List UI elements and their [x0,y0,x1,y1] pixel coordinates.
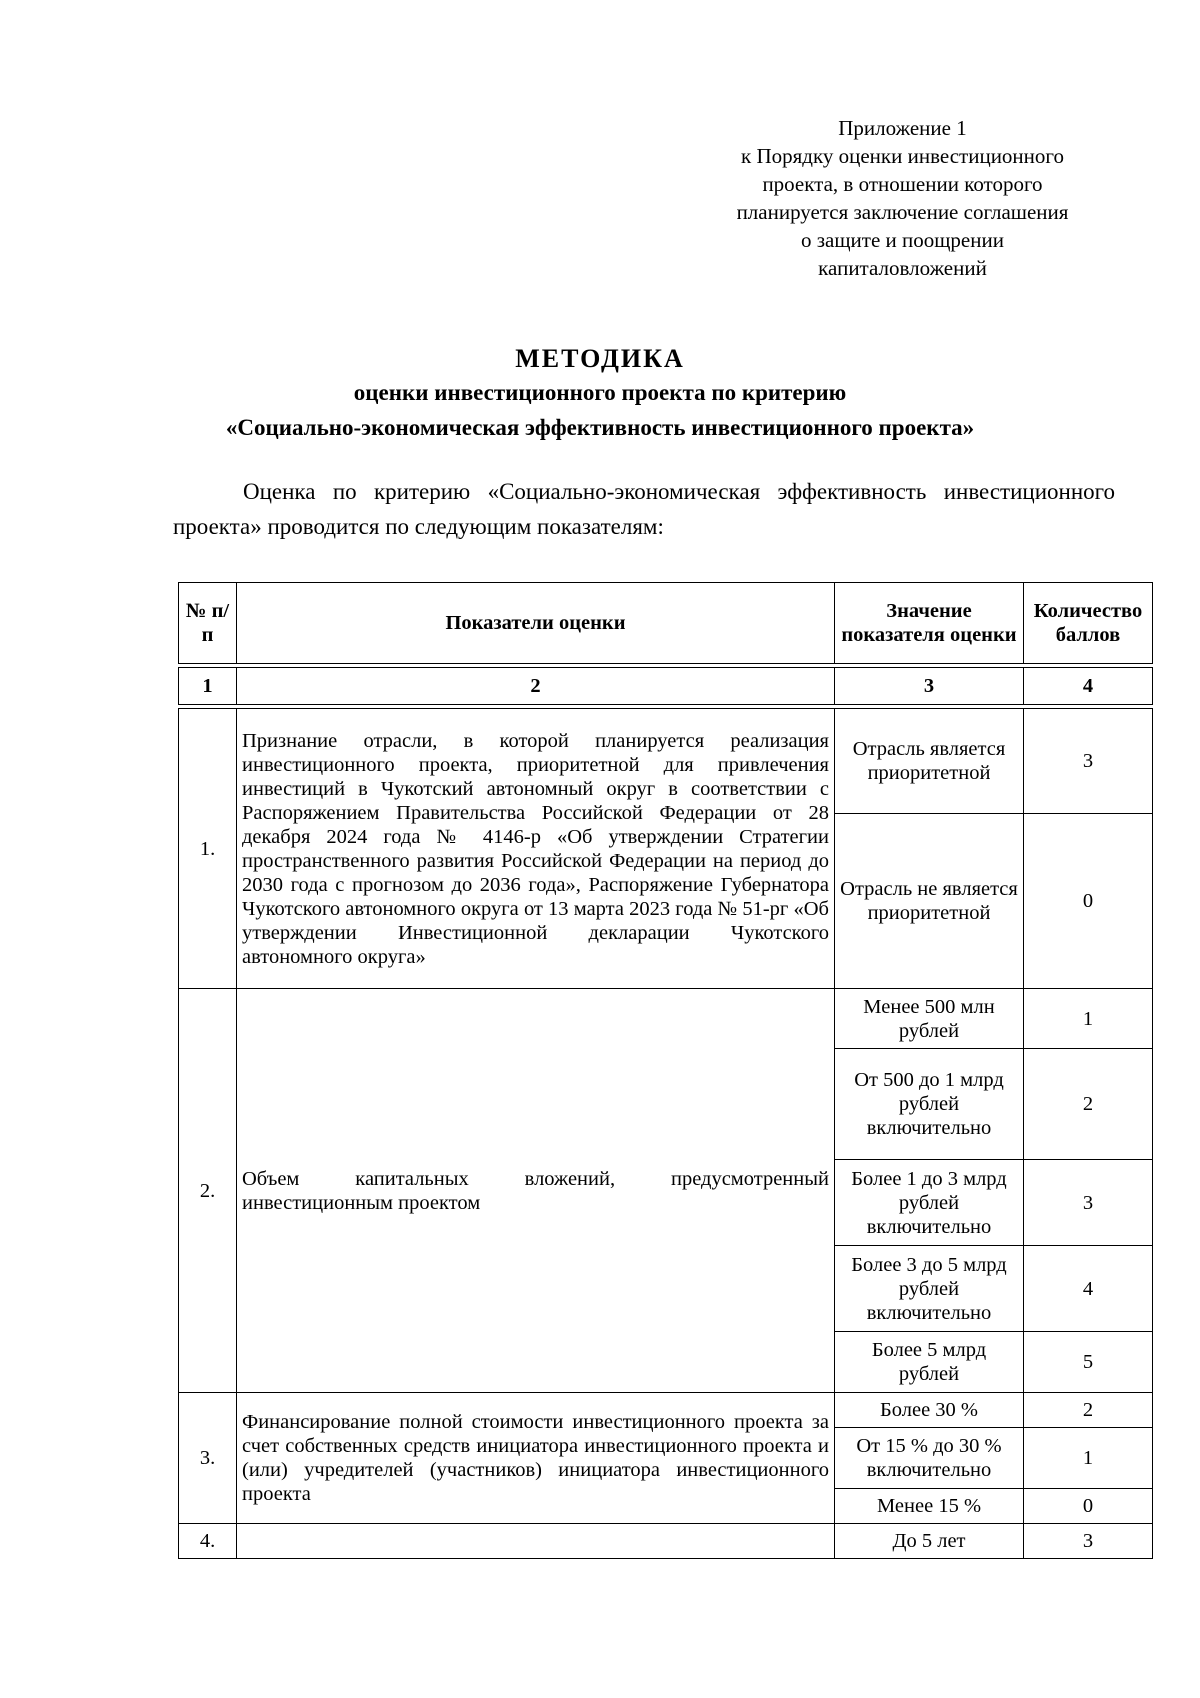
row-number: 3. [179,1393,237,1524]
criteria-table [178,582,1153,1559]
appendix-line: о защите и поощрении [801,228,1004,252]
appendix-reference [705,114,1100,282]
appendix-line: планируется заключение соглашения [736,200,1069,224]
value-cell: Более 5 млрд рублей [835,1332,1024,1393]
indicator-text [237,1524,835,1559]
appendix-line: Приложение 1 [838,116,967,140]
value-cell: От 15 % до 30 % включительно [835,1428,1024,1489]
header-value: Значение показателя оценки [835,583,1024,664]
points-cell: 3 [1024,1524,1153,1559]
header-indicator: Показатели оценки [237,583,835,664]
column-number: 4 [1024,668,1153,705]
column-number: 2 [237,668,835,705]
indicator-text: Объем капитальных вложений, предусмотренный инвестиционным проектом [237,989,835,1393]
points-cell: 4 [1024,1246,1153,1332]
value-cell: Более 1 до 3 млрд рублей включительно [835,1160,1024,1246]
points-cell: 2 [1024,1049,1153,1160]
header-points: Количество баллов [1024,583,1153,664]
table-row [179,1393,1153,1428]
table-row [179,989,1153,1049]
value-cell: До 5 лет [835,1524,1024,1559]
appendix-line: проекта, в отношении которого [762,172,1043,196]
value-cell: Более 3 до 5 млрд рублей включительно [835,1246,1024,1332]
table-row [179,1524,1153,1559]
points-cell: 3 [1024,1160,1153,1246]
header-num: № п/п [179,583,237,664]
table-header-row [179,583,1153,664]
column-number: 1 [179,668,237,705]
value-cell: От 500 до 1 млрд рублей включительно [835,1049,1024,1160]
appendix-line: капиталовложений [818,256,987,280]
title-line-2: оценки инвестиционного проекта по критерию [353,380,847,405]
row-number: 1. [179,709,237,989]
points-cell: 0 [1024,814,1153,989]
points-cell: 1 [1024,989,1153,1049]
points-cell: 5 [1024,1332,1153,1393]
value-cell: Менее 15 % [835,1489,1024,1524]
value-cell: Более 30 % [835,1393,1024,1428]
title-main: МЕТОДИКА [515,344,685,373]
row-number: 2. [179,989,237,1393]
indicator-text: Финансирование полной стоимости инвестиционного проекта за счет собственных средств инициатора инвестиционного проекта и (или) учредителей (участников) инициатора инвестиционного проекта [237,1393,835,1524]
value-cell: Менее 500 млн рублей [835,989,1024,1049]
points-cell: 2 [1024,1393,1153,1428]
column-number-row [179,668,1153,705]
value-cell: Отрасль является приоритетной [835,709,1024,814]
table-row [179,709,1153,814]
points-cell: 3 [1024,709,1153,814]
column-number: 3 [835,668,1024,705]
appendix-line: к Порядку оценки инвестиционного [741,144,1064,168]
intro-paragraph: Оценка по критерию «Социально-экономическая эффективность инвестиционного проекта» проводится по следующим показателям: [173,479,1115,539]
points-cell: 0 [1024,1489,1153,1524]
points-cell: 1 [1024,1428,1153,1489]
indicator-text: Признание отрасли, в которой планируется реализация инвестиционного проекта, приоритетной для привлечения инвестиций в Чукотский автономный округ в соответствии с Распоряжением Правительства Российской Федерации от 28 декабря 2024 года № 4146-р «Об утверждении Стратегии пространственного развития Российской Федерации на период до 2030 года с прогнозом до 2036 года», Распоряжение Губернатора Чукотского автономного округа от 13 марта 2023 года № 51-рг «Об утверждении Инвестиционной декларации Чукотского автономного округа» [237,709,835,989]
row-number: 4. [179,1524,237,1559]
title-line-3: «Социально-экономическая эффективность инвестиционного проекта» [225,415,975,440]
value-cell: Отрасль не является приоритетной [835,814,1024,989]
document-title [150,343,1050,445]
